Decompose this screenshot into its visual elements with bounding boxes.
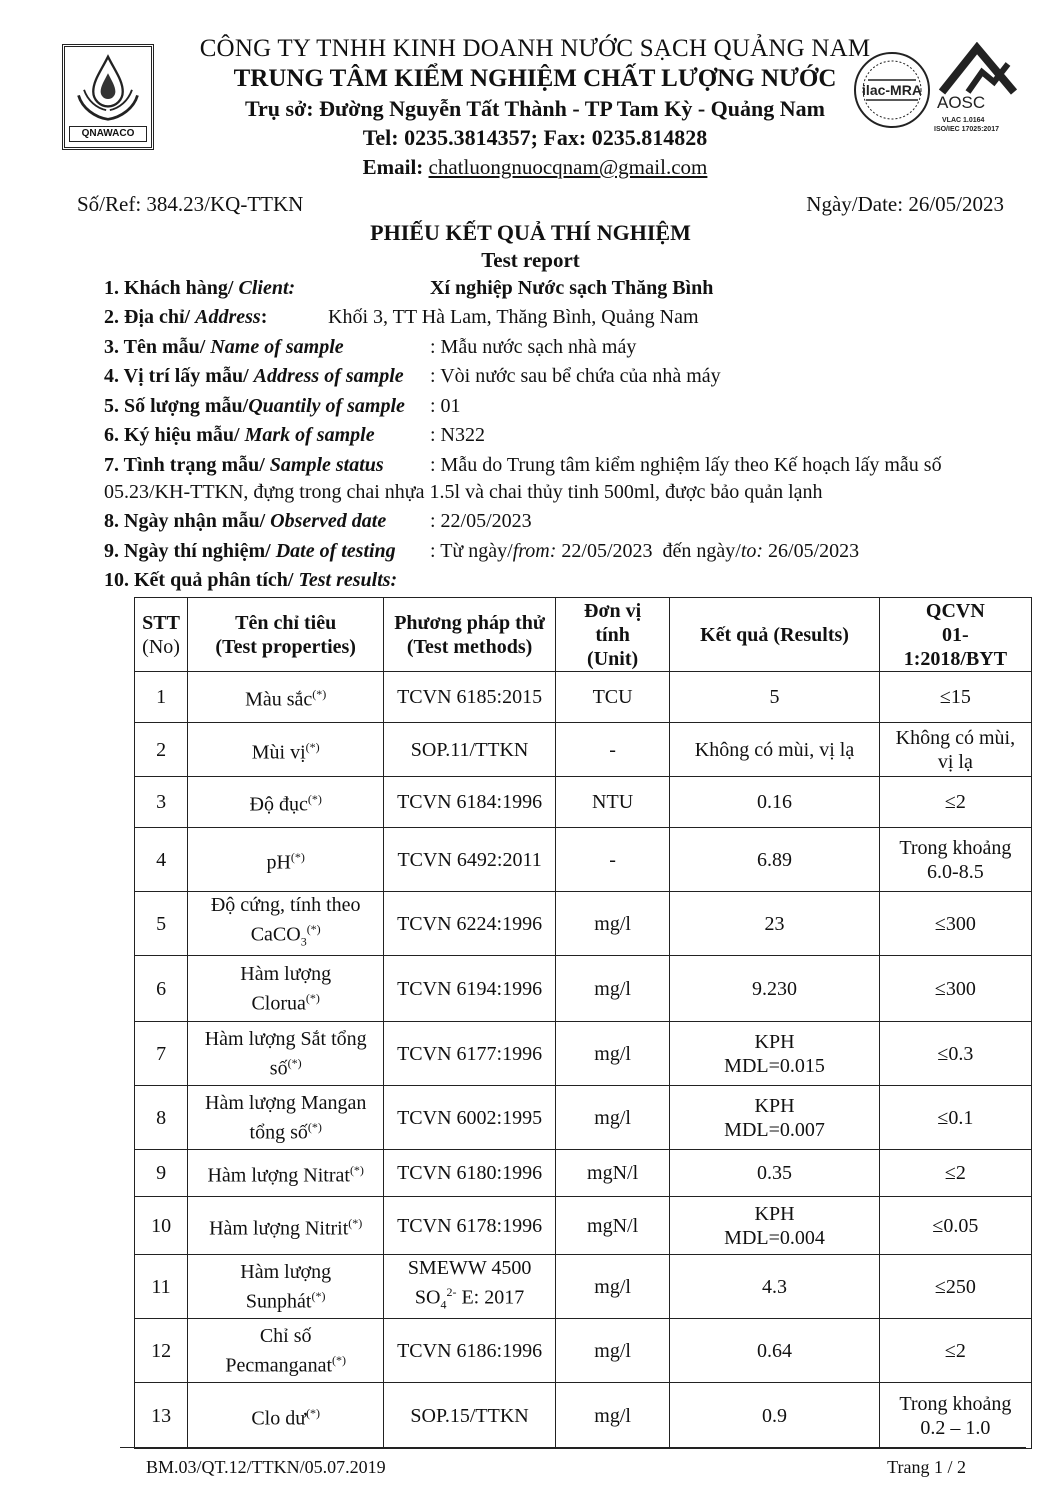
- cell-property: Màu sắc(*): [188, 672, 384, 723]
- cell-no: 4: [135, 828, 188, 892]
- sample-name-label: 3. Tên mẫu/ Name of sample: [104, 336, 344, 358]
- cell-no: 9: [135, 1150, 188, 1197]
- address-label: 2. Địa chỉ/ Address:: [104, 306, 268, 328]
- cell-property: Hàm lượng Sắt tổng số(*): [188, 1022, 384, 1086]
- cell-unit: TCU: [555, 672, 669, 723]
- email-link[interactable]: chatluongnuocqnam@gmail.com: [428, 155, 708, 179]
- cell-property: Clo dư(*): [188, 1383, 384, 1449]
- cell-no: 7: [135, 1022, 188, 1086]
- cell-no: 11: [135, 1255, 188, 1319]
- observed-value: : 22/05/2023: [430, 510, 532, 532]
- cell-unit: NTU: [555, 777, 669, 828]
- report-title: PHIẾU KẾT QUẢ THÍ NGHIỆM: [370, 220, 691, 245]
- status-label: 7. Tình trạng mẫu/ Sample status: [104, 454, 384, 476]
- cell-unit: mg/l: [555, 1022, 669, 1086]
- cell-result: 0.35: [670, 1150, 879, 1197]
- cell-no: 8: [135, 1086, 188, 1150]
- form-code: BM.03/QT.12/TTKN/05.07.2019: [146, 1457, 386, 1477]
- header-methods: Phương pháp thử (Test methods): [384, 598, 556, 672]
- cell-unit: mgN/l: [555, 1150, 669, 1197]
- header-properties: Tên chỉ tiêu (Test properties): [188, 598, 384, 672]
- sample-name-value: : Mẫu nước sạch nhà máy: [430, 336, 637, 358]
- report-date: Ngày/Date: 26/05/2023: [806, 192, 1004, 216]
- cell-result: 5: [670, 672, 879, 723]
- cell-property: Hàm lượng Nitrat(*): [188, 1150, 384, 1197]
- table-row: [135, 777, 1032, 828]
- cell-result: 23: [670, 892, 879, 956]
- cell-method: TCVN 6224:1996: [384, 892, 556, 956]
- cell-result: 0.64: [670, 1319, 879, 1383]
- client-label: 1. Khách hàng/ Client:: [104, 277, 296, 299]
- cell-no: 6: [135, 956, 188, 1022]
- svg-text:AOSC: AOSC: [937, 93, 986, 112]
- cell-qcvn: ≤15: [879, 672, 1031, 723]
- cell-qcvn: ≤2: [879, 1319, 1031, 1383]
- cell-qcvn: ≤250: [879, 1255, 1031, 1319]
- cell-unit: mg/l: [555, 956, 669, 1022]
- cell-qcvn: ≤0.1: [879, 1086, 1031, 1150]
- cell-result: 4.3: [670, 1255, 879, 1319]
- client-value: Xí nghiệp Nước sạch Thăng Bình: [430, 277, 714, 299]
- table-row: [135, 956, 1032, 1022]
- cell-property: Độ đục(*): [188, 777, 384, 828]
- head-office-address: Trụ sở: Đường Nguyễn Tất Thành - TP Tam Kỳ - Quảng Nam: [245, 96, 825, 121]
- cell-method: TCVN 6492:2011: [384, 828, 556, 892]
- cell-qcvn: ≤2: [879, 777, 1031, 828]
- cell-no: 5: [135, 892, 188, 956]
- footer-divider: [120, 1447, 1026, 1448]
- sample-location-value: : Vòi nước sau bể chứa của nhà máy: [430, 365, 721, 387]
- cell-no: 3: [135, 777, 188, 828]
- cell-property: Độ cứng, tính theo CaCO$_3$(*): [188, 892, 384, 956]
- aosc-logo: [932, 42, 1022, 134]
- table-row: [135, 1319, 1032, 1383]
- cell-method: SOP.11/TTKN: [384, 723, 556, 777]
- cell-result: Không có mùi, vị lạ: [670, 723, 879, 777]
- cell-unit: -: [555, 723, 669, 777]
- cell-qcvn: ≤0.3: [879, 1022, 1031, 1086]
- results-label: 10. Kết quả phân tích/ Test results:: [104, 569, 398, 591]
- cell-result: 6.89: [670, 828, 879, 892]
- address-value: Khối 3, TT Hà Lam, Thăng Bình, Quảng Nam: [328, 306, 699, 328]
- cell-property: Chỉ số Pecmanganat(*): [188, 1319, 384, 1383]
- quantity-label: 5. Số lượng mẫu/Quantily of sample: [104, 395, 405, 417]
- quantity-value: : 01: [430, 395, 461, 417]
- reference-number: Số/Ref: 384.23/KQ-TTKN: [77, 192, 304, 216]
- cell-method: TCVN 6002:1995: [384, 1086, 556, 1150]
- cell-property: Hàm lượng Mangan tổng số(*): [188, 1086, 384, 1150]
- letterhead: [150, 34, 920, 181]
- cell-qcvn: Không có mùi, vị lạ: [879, 723, 1031, 777]
- logo-caption: QNAWACO: [69, 126, 147, 142]
- cell-method: TCVN 6194:1996: [384, 956, 556, 1022]
- cell-unit: mgN/l: [555, 1197, 669, 1255]
- cell-unit: -: [555, 828, 669, 892]
- cell-result: 0.16: [670, 777, 879, 828]
- qnawaco-logo: [62, 44, 154, 150]
- cell-method: TCVN 6178:1996: [384, 1197, 556, 1255]
- cell-no: 10: [135, 1197, 188, 1255]
- cell-result: KPH MDL=0.004: [670, 1197, 879, 1255]
- table-row: [135, 1255, 1032, 1319]
- svg-text:VLAC 1.0164: VLAC 1.0164: [942, 117, 985, 124]
- table-row: [135, 723, 1032, 777]
- cell-no: 1: [135, 672, 188, 723]
- table-row: [135, 1022, 1032, 1086]
- status-value-line1: : Mẫu do Trung tâm kiểm nghiệm lấy theo Kế hoạch lấy mẫu số: [430, 454, 942, 476]
- table-row: [135, 672, 1032, 723]
- cell-method: TCVN 6177:1996: [384, 1022, 556, 1086]
- ilac-mra-logo: [852, 50, 932, 130]
- cell-method: SOP.15/TTKN: [384, 1383, 556, 1449]
- cell-method: TCVN 6184:1996: [384, 777, 556, 828]
- table-header-row: [135, 598, 1032, 672]
- cell-unit: mg/l: [555, 892, 669, 956]
- table-row: [135, 1197, 1032, 1255]
- page-number: Trang 1 / 2: [887, 1457, 966, 1477]
- svg-text:ilac-MRA: ilac-MRA: [862, 82, 922, 98]
- table-row: [135, 1150, 1032, 1197]
- cell-qcvn: ≤300: [879, 956, 1031, 1022]
- cell-qcvn: ≤0.05: [879, 1197, 1031, 1255]
- cell-result: KPH MDL=0.015: [670, 1022, 879, 1086]
- table-row: [135, 1086, 1032, 1150]
- cell-qcvn: ≤300: [879, 892, 1031, 956]
- status-value-line2: 05.23/KH-TTKN, đựng trong chai nhựa 1.5l và chai thủy tinh 500ml, được bảo quản lạnh: [104, 481, 823, 503]
- testing-value: : Từ ngày/from: 22/05/2023 đến ngày/to: 26/05/2023: [430, 540, 860, 562]
- cell-property: Hàm lượng Nitrit(*): [188, 1197, 384, 1255]
- cell-no: 12: [135, 1319, 188, 1383]
- mark-value: : N322: [430, 424, 485, 446]
- cell-unit: mg/l: [555, 1383, 669, 1449]
- results-table: [134, 597, 1032, 1449]
- cell-property: Hàm lượng Sunphát(*): [188, 1255, 384, 1319]
- cell-result: 9.230: [670, 956, 879, 1022]
- center-name: TRUNG TÂM KIỂM NGHIỆM CHẤT LƯỢNG NƯỚC: [233, 65, 837, 92]
- table-row: [135, 892, 1032, 956]
- cell-unit: mg/l: [555, 1319, 669, 1383]
- water-drop-hands-icon: [73, 53, 143, 123]
- cell-result: KPH MDL=0.007: [670, 1086, 879, 1150]
- cell-unit: mg/l: [555, 1086, 669, 1150]
- cell-method: TCVN 6180:1996: [384, 1150, 556, 1197]
- header-qcvn: QCVN 01- 1:2018/BYT: [879, 598, 1031, 672]
- phone-fax: Tel: 0235.3814357; Fax: 0235.814828: [362, 125, 708, 150]
- report-subtitle: Test report: [481, 248, 580, 272]
- sample-location-label: 4. Vị trí lấy mẫu/ Address of sample: [104, 365, 404, 387]
- header-stt: STT (No): [135, 598, 188, 672]
- header-unit: Đơn vị tính (Unit): [555, 598, 669, 672]
- cell-qcvn: Trong khoảng 0.2 – 1.0: [879, 1383, 1031, 1449]
- email-label: Email:: [362, 155, 424, 179]
- header-results: Kết quả (Results): [670, 598, 879, 672]
- cell-qcvn: ≤2: [879, 1150, 1031, 1197]
- observed-label: 8. Ngày nhận mẫu/ Observed date: [104, 510, 387, 532]
- cell-qcvn: Trong khoảng 6.0-8.5: [879, 828, 1031, 892]
- email-line: [150, 154, 920, 181]
- company-name: CÔNG TY TNHH KINH DOANH NƯỚC SẠCH QUẢNG NAM: [199, 35, 871, 62]
- svg-text:ISO/IEC 17025:2017: ISO/IEC 17025:2017: [934, 126, 999, 133]
- cell-method: TCVN 6186:1996: [384, 1319, 556, 1383]
- cell-no: 2: [135, 723, 188, 777]
- table-row: [135, 828, 1032, 892]
- testing-label: 9. Ngày thí nghiệm/ Date of testing: [104, 540, 396, 562]
- cell-unit: mg/l: [555, 1255, 669, 1319]
- cell-no: 13: [135, 1383, 188, 1449]
- cell-method: SMEWW 4500 $SO_4^{2-}$ E: 2017: [384, 1255, 556, 1319]
- mark-label: 6. Ký hiệu mẫu/ Mark of sample: [104, 424, 375, 446]
- aosc-mark-icon: [932, 42, 1022, 134]
- cell-property: pH(*): [188, 828, 384, 892]
- cell-property: Hàm lượng Clorua(*): [188, 956, 384, 1022]
- cell-result: 0.9: [670, 1383, 879, 1449]
- table-row: [135, 1383, 1032, 1449]
- cell-method: TCVN 6185:2015: [384, 672, 556, 723]
- cell-property: Mùi vị(*): [188, 723, 384, 777]
